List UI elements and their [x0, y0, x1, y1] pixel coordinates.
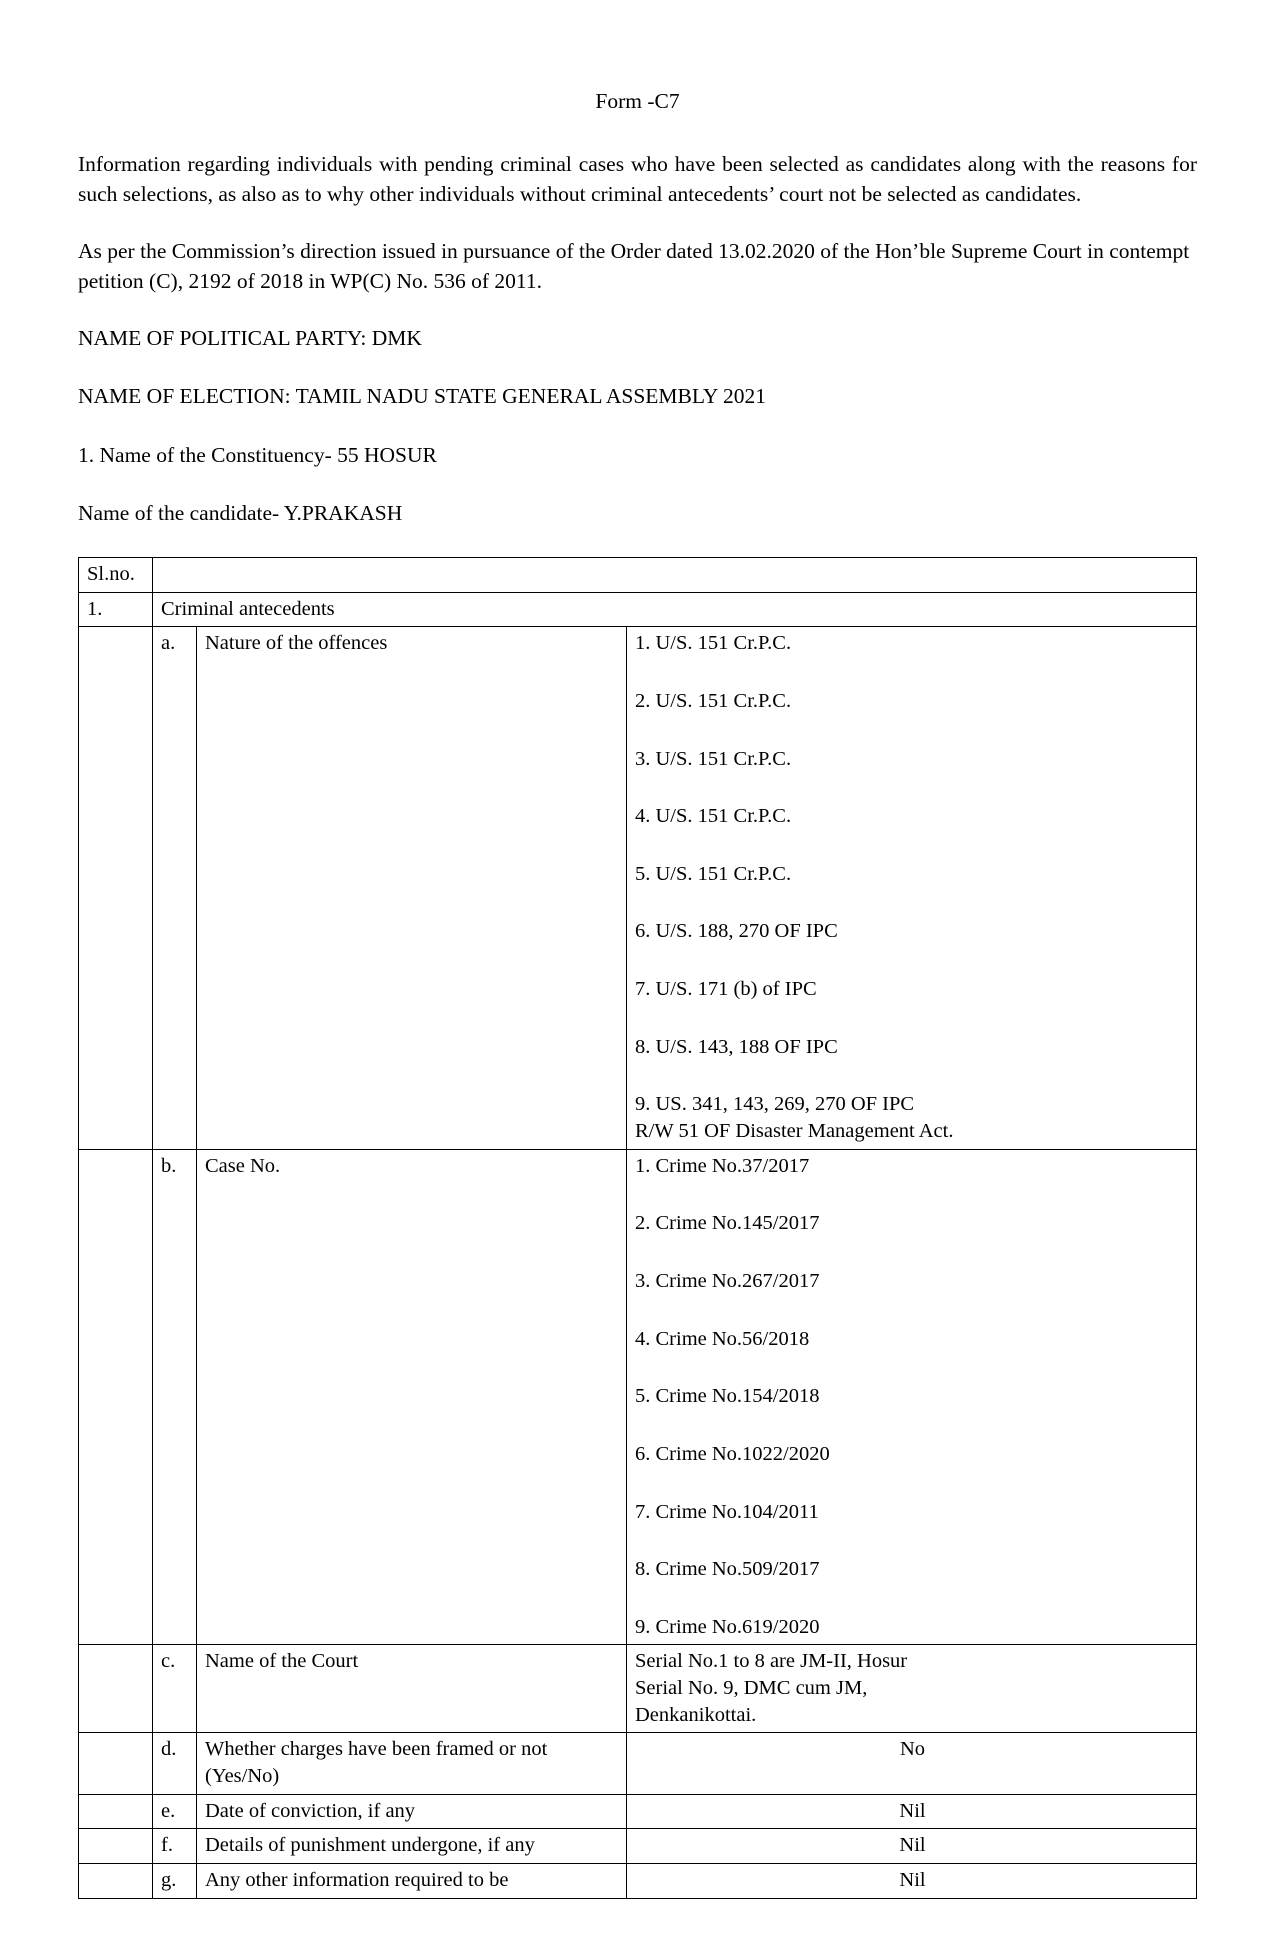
other-info-letter-cell: g.: [153, 1863, 197, 1898]
table-row: [79, 1794, 1197, 1829]
table-row: [79, 1863, 1197, 1898]
offence-item: 2. U/S. 151 Cr.P.C.: [635, 689, 792, 712]
court-slno-cell: [79, 1645, 153, 1733]
other-info-label-cell: Any other information required to be: [197, 1863, 627, 1898]
charges-value-cell: No: [627, 1733, 1197, 1794]
case-item: 3. Crime No.267/2017: [635, 1269, 820, 1292]
other-info-slno-cell: [79, 1863, 153, 1898]
offence-item: 7. U/S. 171 (b) of IPC: [635, 978, 817, 1001]
conviction-label-cell: Date of conviction, if any: [197, 1794, 627, 1829]
candidate-name-line: Name of the candidate- Y.PRAKASH: [78, 501, 403, 526]
court-value-cell: [627, 1645, 1197, 1733]
offence-item: 3. U/S. 151 Cr.P.C.: [635, 747, 792, 770]
other-info-value-cell: Nil: [627, 1863, 1197, 1898]
punishment-letter-cell: f.: [153, 1829, 197, 1864]
table-row: [79, 592, 1197, 627]
election-name-line: NAME OF ELECTION: TAMIL NADU STATE GENERAL ASSEMBLY 2021: [78, 384, 766, 409]
case-item: 4. Crime No.56/2018: [635, 1327, 810, 1350]
constituency-line: 1. Name of the Constituency- 55 HOSUR: [78, 442, 437, 467]
charges-label-cell: Whether charges have been framed or not (Yes/No): [197, 1733, 627, 1794]
table-row: [79, 1733, 1197, 1794]
case-no-letter-cell: b.: [153, 1149, 197, 1645]
table-row: [79, 1645, 1197, 1733]
offence-item-continuation: R/W 51 OF Disaster Management Act.: [635, 1120, 954, 1143]
offence-item: 9. US. 341, 143, 269, 270 OF IPC: [635, 1093, 915, 1116]
court-line: Denkanikottai.: [635, 1703, 757, 1726]
commission-paragraph: As per the Commission’s direction issued in pursuance of the Order dated 13.02.2020 of the Hon’ble Supreme Court in contempt petition (C), 2192 of 2018 in WP(C) No. 536 of 2011.: [78, 238, 1190, 294]
offence-item: 4. U/S. 151 Cr.P.C.: [635, 805, 792, 828]
offence-item: 5. U/S. 151 Cr.P.C.: [635, 862, 792, 885]
offences-label-cell: Nature of the offences: [197, 627, 627, 1149]
political-party-line: NAME OF POLITICAL PARTY: DMK: [78, 325, 422, 350]
offences-slno-cell: [79, 627, 153, 1149]
case-no-slno-cell: [79, 1149, 153, 1645]
punishment-label-cell: Details of punishment undergone, if any: [197, 1829, 627, 1864]
section-title-cell: Criminal antecedents: [153, 592, 1197, 627]
case-no-value-cell: [627, 1149, 1197, 1645]
punishment-slno-cell: [79, 1829, 153, 1864]
charges-letter-cell: d.: [153, 1733, 197, 1794]
header-slno-cell: Sl.no.: [79, 558, 153, 593]
header-blank-cell: [153, 558, 1197, 593]
case-item: 5. Crime No.154/2018: [635, 1385, 820, 1408]
offence-item: 1. U/S. 151 Cr.P.C.: [635, 632, 792, 655]
conviction-letter-cell: e.: [153, 1794, 197, 1829]
case-no-label-cell: Case No.: [197, 1149, 627, 1645]
court-line: Serial No.1 to 8 are JM-II, Hosur: [635, 1650, 908, 1673]
conviction-value-cell: Nil: [627, 1794, 1197, 1829]
offence-item: 8. U/S. 143, 188 OF IPC: [635, 1035, 838, 1058]
offences-letter-cell: a.: [153, 627, 197, 1149]
charges-slno-cell: [79, 1733, 153, 1794]
table-row: [79, 558, 1197, 593]
case-item: 8. Crime No.509/2017: [635, 1558, 820, 1581]
case-item: 2. Crime No.145/2017: [635, 1212, 820, 1235]
row-number-cell: 1.: [79, 592, 153, 627]
court-label-cell: Name of the Court: [197, 1645, 627, 1733]
punishment-value-cell: Nil: [627, 1829, 1197, 1864]
court-line: Serial No. 9, DMC cum JM,: [635, 1677, 868, 1700]
table-row: [79, 627, 1197, 1149]
page-title: Form -C7: [595, 89, 680, 113]
conviction-slno-cell: [79, 1794, 153, 1829]
intro-paragraph: Information regarding individuals with pending criminal cases who have been selected as candidates along with the reasons for such selections, as also as to why other individuals without criminal antecedents’ court not be selected as candidates.: [78, 151, 1197, 207]
offence-item: 6. U/S. 188, 270 OF IPC: [635, 920, 838, 943]
table-row: [79, 1149, 1197, 1645]
table-row: [79, 1829, 1197, 1864]
case-item: 6. Crime No.1022/2020: [635, 1442, 830, 1465]
case-item: 7. Crime No.104/2011: [635, 1500, 819, 1523]
offences-value-cell: [627, 627, 1197, 1149]
case-item: 1. Crime No.37/2017: [635, 1154, 810, 1177]
case-item: 9. Crime No.619/2020: [635, 1615, 820, 1638]
court-letter-cell: c.: [153, 1645, 197, 1733]
criminal-antecedents-table: [78, 557, 1197, 1899]
